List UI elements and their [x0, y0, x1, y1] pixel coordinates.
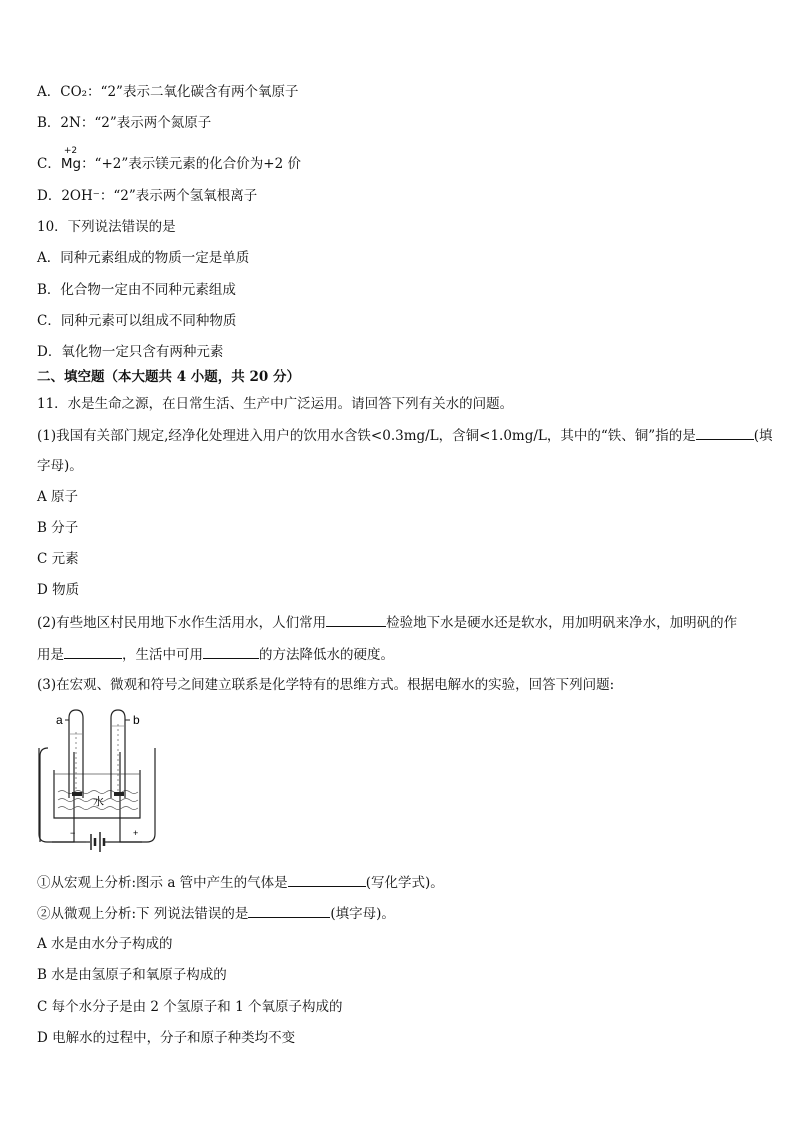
- q11-part3-stem: (3)在宏观、微观和符号之间建立联系是化学特有的思维方式。根据电解水的实验，回答下列问题:: [37, 677, 615, 693]
- q11-part3-sub1: [37, 873, 444, 892]
- q9-option-d: D．2OH⁻：“2”表示两个氢氧根离子: [37, 188, 258, 204]
- q11-part1-line2: 字母)。: [37, 458, 83, 474]
- q11-part1-line1: [37, 426, 772, 445]
- q11-sub2-option-a: A 水是由水分子构成的: [37, 936, 173, 952]
- positive-terminal-label: +: [133, 828, 139, 838]
- q11-sub2-option-d: D 电解水的过程中，分子和原子种类均不变: [37, 1030, 296, 1046]
- q9-option-c-prefix: C．: [37, 156, 61, 172]
- q11-part2-line2: [37, 645, 394, 664]
- answer-blank[interactable]: [326, 613, 386, 627]
- q11-sub2-text-a: ②从微观上分析:下 列说法错误的是: [37, 906, 249, 922]
- q9-option-c-text: ：“+2”表示镁元素的化合价为+2 价: [81, 156, 301, 172]
- q9-option-c: [37, 146, 301, 173]
- q9-option-b: B．2N：“2”表示两个氮原子: [37, 115, 212, 131]
- element-symbol: Mg: [60, 156, 82, 172]
- outer-wire-left: [40, 748, 48, 842]
- tube-label-a: a: [56, 713, 63, 727]
- q11-sub1-text-a: ①从宏观上分析:图示 a 管中产生的气体是: [37, 875, 288, 891]
- tube-label-b: b: [133, 713, 140, 727]
- q10-option-a: A．同种元素组成的物质一定是单质: [37, 250, 250, 266]
- q11-part1-text-end: (填: [753, 428, 773, 444]
- negative-terminal-label: −: [70, 828, 76, 838]
- q11-part1-text: (1)我国有关部门规定,经净化处理进入用户的饮用水含铁<0.3mg/L，含铜<1.0mg/L，其中的“铁、铜”指的是: [37, 428, 696, 444]
- q11-part2-text-e: 的方法降低水的硬度。: [259, 647, 394, 663]
- q11-part1-option-a: A 原子: [37, 489, 79, 505]
- q11-part2-text-a: (2)有些地区村民用地下水作生活用水，人们常用: [37, 615, 327, 631]
- answer-blank[interactable]: [203, 645, 259, 659]
- section-title: 二、填空题（本大题共 4 小题，共 20 分）: [37, 369, 300, 385]
- answer-blank[interactable]: [696, 426, 754, 440]
- q11-stem: 11．水是生命之源，在日常生活、生产中广泛运用。请回答下列有关水的问题。: [37, 396, 514, 412]
- q11-part1-option-d: D 物质: [37, 582, 80, 598]
- water-wave-icon: [58, 791, 138, 794]
- q10-option-c: C．同种元素可以组成不同种物质: [37, 313, 237, 329]
- q11-part2-text-b: 检验地下水是硬水还是软水，用加明矾来净水，加明矾的作: [386, 615, 738, 631]
- q11-sub1-text-b: (写化学式)。: [365, 875, 444, 891]
- valence-notation: [60, 146, 82, 173]
- q11-part2-text-c: 用是: [37, 647, 64, 663]
- q10-option-b: B．化合物一定由不同种元素组成: [37, 282, 236, 298]
- answer-blank[interactable]: [248, 904, 330, 918]
- electrode-a: [72, 792, 82, 796]
- water-trough: [54, 770, 140, 818]
- water-label: 水: [93, 796, 104, 808]
- q10-option-d: D．氧化物一定只含有两种元素: [37, 344, 224, 360]
- q11-part1-option-b: B 分子: [37, 520, 79, 536]
- q11-part2-line1: [37, 613, 737, 632]
- q11-part3-sub2: [37, 904, 395, 923]
- q11-sub2-option-b: B 水是由氢原子和氧原子构成的: [37, 967, 227, 983]
- valence-charge: +2: [63, 146, 78, 156]
- answer-blank[interactable]: [64, 645, 122, 659]
- electrode-b: [114, 792, 124, 796]
- q11-sub2-option-c: C 每个水分子是由 2 个氢原子和 1 个氧原子构成的: [37, 999, 343, 1015]
- q11-sub2-text-b: (填字母)。: [330, 906, 395, 922]
- q9-option-a: A．CO₂：“2”表示二氧化碳含有两个氧原子: [37, 84, 299, 100]
- wire-right: [120, 752, 142, 842]
- answer-blank[interactable]: [288, 873, 366, 887]
- electrolysis-diagram: [34, 708, 160, 860]
- q10-stem: 10．下列说法错误的是: [37, 219, 176, 235]
- q11-part1-option-c: C 元素: [37, 551, 79, 567]
- q11-part2-text-d: ，生活中可用: [122, 647, 203, 663]
